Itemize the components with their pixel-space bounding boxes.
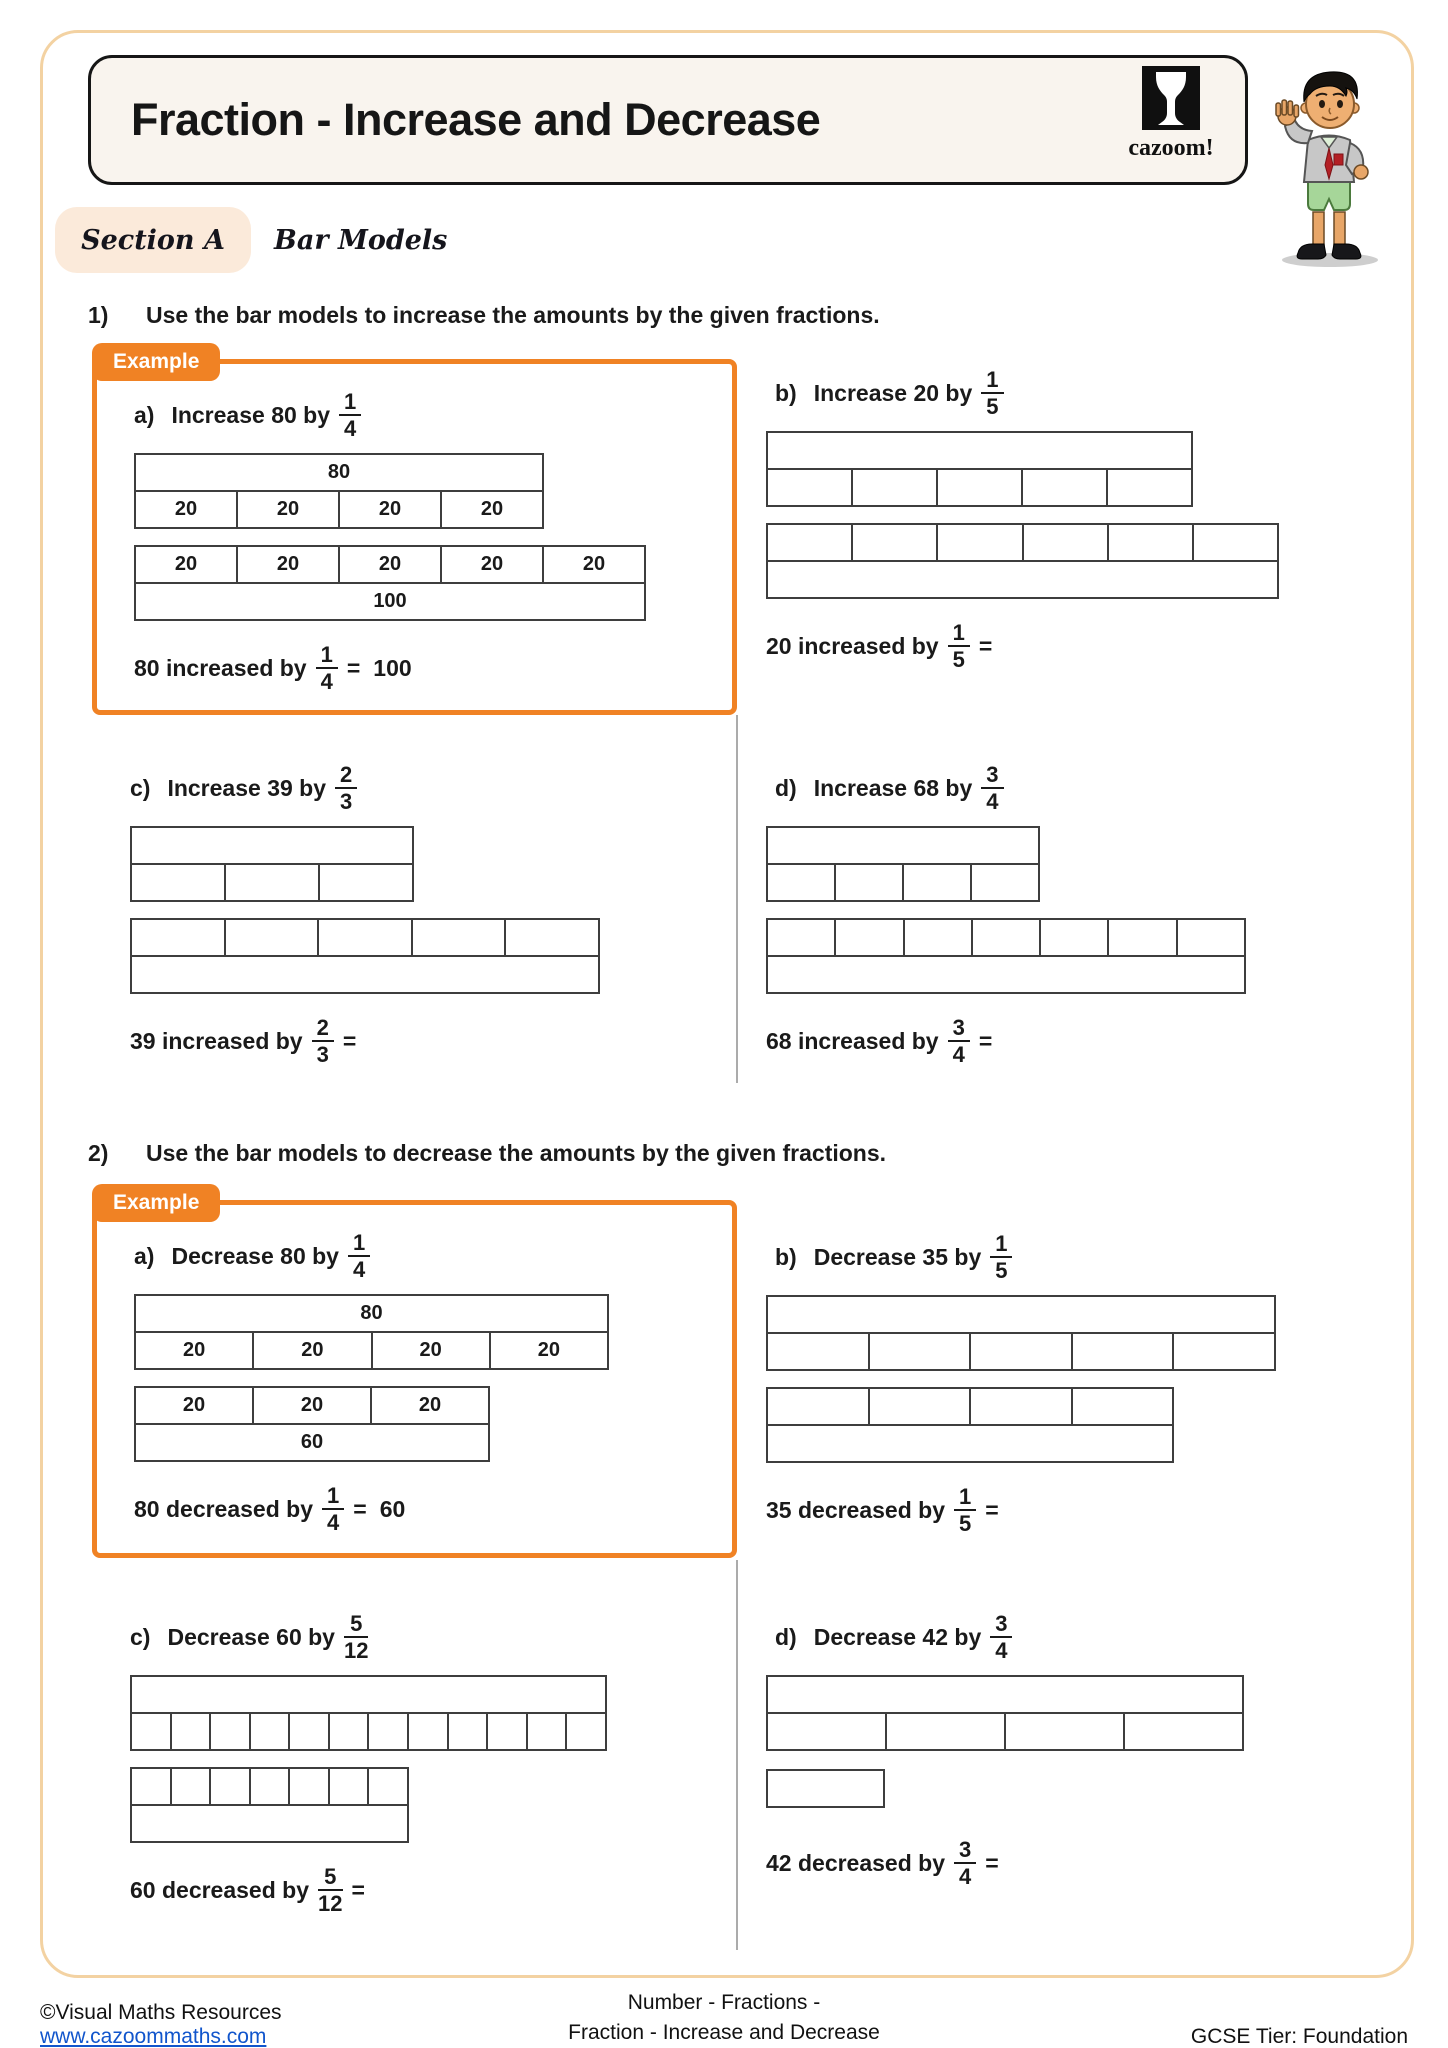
bar-model <box>130 1767 409 1843</box>
bar-cell <box>887 1714 1006 1749</box>
bar-cell <box>413 920 507 955</box>
bar-cell <box>132 1714 172 1749</box>
bar-cell <box>172 1714 212 1749</box>
part-title-q1b: b) Increase 20 by $\frac{1}{5}$ <box>775 368 1326 418</box>
bar-cell <box>132 1769 172 1804</box>
question-1-prompt: 1) Use the bar models to increase the amounts by the given fractions. <box>88 302 880 328</box>
bar-cell <box>319 920 413 955</box>
bar-cell <box>870 1389 972 1424</box>
bar-cell <box>971 1334 1073 1369</box>
part-title-q2d: d) Decrease 42 by $\frac{3}{4}$ <box>775 1612 1326 1662</box>
bar-row <box>134 1331 609 1370</box>
bar-cell <box>1041 920 1109 955</box>
bar-row <box>134 1294 609 1333</box>
bar-cell <box>449 1714 489 1749</box>
bar-cell <box>768 865 836 900</box>
example-box-q1 <box>92 350 737 715</box>
bar-cell: 20 <box>340 547 442 582</box>
fraction: $\frac{3}{4}$ <box>948 1016 970 1066</box>
bar-cell: 20 <box>136 1388 254 1423</box>
bar-cell <box>853 470 938 505</box>
bar-cell: 80 <box>360 1302 383 1325</box>
bar-row <box>766 431 1193 470</box>
part-q2c <box>130 1612 710 1915</box>
bar-cell <box>768 1389 870 1424</box>
result-line-q2b: 35 decreased by $\frac{1}{5}$ = <box>766 1484 999 1537</box>
fraction: $\frac{1}{4}$ <box>322 1484 344 1534</box>
fraction: $\frac{5}{12}$ <box>318 1864 343 1917</box>
bar-cell <box>971 1389 1073 1424</box>
section-label: Section A <box>81 224 225 256</box>
bar-cell <box>132 1806 407 1841</box>
header <box>88 55 1248 185</box>
bar-row <box>134 545 646 584</box>
bar-cell <box>768 920 836 955</box>
result-line-q1b: 20 increased by $\frac{1}{5}$ = <box>766 620 993 673</box>
section-title: Bar Models <box>274 224 448 256</box>
bar-cell <box>870 1334 972 1369</box>
result-line-q1c: 39 increased by $\frac{2}{3}$ = <box>130 1015 357 1068</box>
bar-cell: 20 <box>136 547 238 582</box>
footer-topic: Number - Fractions - Fraction - Increase and Decrease <box>568 1991 880 2045</box>
bar-row <box>766 1332 1276 1371</box>
bar-cell <box>567 1714 605 1749</box>
bar-model <box>766 1769 885 1808</box>
bar-cell <box>1108 470 1191 505</box>
fraction: $\frac{1}{5}$ <box>981 368 1003 418</box>
footer-copyright: ©Visual Maths Resources www.cazoommaths.com <box>40 2000 282 2048</box>
bar-cell: 20 <box>254 1388 372 1423</box>
bar-cell: 20 <box>136 492 238 527</box>
example-box-q2 <box>92 1191 737 1558</box>
bar-model <box>134 1294 609 1370</box>
fraction: $\frac{2}{3}$ <box>335 763 357 813</box>
bar-cell <box>132 828 412 863</box>
drum-icon <box>1142 66 1200 130</box>
bar-cell <box>211 1769 251 1804</box>
bar-cell: 20 <box>254 1333 372 1368</box>
bar-row <box>766 1712 1244 1751</box>
bar-row <box>130 918 600 957</box>
part-title-q1a: a) Increase 80 by $\frac{1}{4}$ <box>134 390 732 440</box>
bar-cell <box>768 1714 887 1749</box>
bar-cell <box>211 1714 251 1749</box>
fraction: $\frac{1}{4}$ <box>339 390 361 440</box>
bar-model <box>766 918 1246 994</box>
part-q1c <box>130 763 710 1066</box>
bar-cell <box>132 865 226 900</box>
result-line-q2a: 80 decreased by $\frac{1}{4}$ = 60 <box>134 1483 406 1536</box>
footer-tier: GCSE Tier: Foundation <box>1190 2024 1408 2048</box>
example-tab: Example <box>92 343 220 381</box>
bar-cell <box>506 920 598 955</box>
bar-cell: 60 <box>300 1431 324 1454</box>
bar-model <box>766 826 1040 902</box>
bar-cell <box>1109 525 1194 560</box>
bar-row <box>766 560 1279 599</box>
bar-row <box>134 453 544 492</box>
fraction: $\frac{3}{4}$ <box>990 1612 1012 1662</box>
bar-cell: 20 <box>340 492 442 527</box>
bar-cell: 20 <box>238 547 340 582</box>
bar-cell <box>330 1769 370 1804</box>
column-divider <box>736 715 738 1083</box>
bar-cell <box>290 1714 330 1749</box>
bar-cell <box>836 865 904 900</box>
bar-cell <box>938 525 1023 560</box>
fraction: $\frac{1}{4}$ <box>348 1231 370 1281</box>
bar-row <box>766 1675 1244 1714</box>
bar-cell <box>320 865 412 900</box>
bar-row <box>134 582 646 621</box>
bar-cell <box>768 828 1038 863</box>
bar-cell: 80 <box>327 461 351 484</box>
bar-cell <box>938 470 1023 505</box>
bar-cell <box>853 525 938 560</box>
bar-row <box>766 1769 885 1808</box>
bar-cell: 20 <box>373 1333 491 1368</box>
bar-cell: 20 <box>418 1394 442 1417</box>
bar-cell <box>132 920 226 955</box>
part-title-q2a: a) Decrease 80 by $\frac{1}{4}$ <box>134 1231 732 1281</box>
bar-cell <box>904 865 972 900</box>
fraction: $\frac{2}{3}$ <box>312 1016 334 1066</box>
bar-row <box>766 523 1279 562</box>
bar-cell <box>973 920 1041 955</box>
bar-cell <box>369 1769 407 1804</box>
bar-row <box>130 826 414 865</box>
bar-cell: 100 <box>373 590 407 613</box>
bar-model <box>766 523 1279 599</box>
bar-row <box>134 1423 490 1462</box>
bar-cell <box>1073 1389 1173 1424</box>
bar-cell <box>972 865 1038 900</box>
bar-cell <box>768 1334 870 1369</box>
example-tab: Example <box>92 1184 220 1222</box>
bar-row <box>130 1712 607 1751</box>
part-title-q1c: c) Increase 39 by $\frac{2}{3}$ <box>130 763 710 813</box>
result-line-q2c: 60 decreased by $\frac{5}{12}$ = <box>130 1864 365 1917</box>
part-q2d <box>766 1612 1326 1888</box>
bar-cell <box>905 920 973 955</box>
bar-cell: 20 <box>136 1333 254 1368</box>
bar-cell <box>1178 920 1244 955</box>
bar-model <box>766 1295 1276 1371</box>
bar-cell <box>251 1769 291 1804</box>
bar-cell <box>768 1426 1172 1461</box>
bar-cell <box>528 1714 568 1749</box>
bar-row <box>134 490 544 529</box>
part-title-q2b: b) Decrease 35 by $\frac{1}{5}$ <box>775 1232 1326 1282</box>
bar-cell <box>251 1714 291 1749</box>
fraction: $\frac{1}{4}$ <box>316 643 338 693</box>
bar-cell <box>409 1714 449 1749</box>
bar-cell <box>768 957 1244 992</box>
bar-row <box>766 468 1193 507</box>
cazoom-logo <box>1113 66 1229 162</box>
bar-cell <box>330 1714 370 1749</box>
bar-cell <box>836 920 904 955</box>
bar-cell <box>768 433 1191 468</box>
bar-cell <box>1174 1334 1274 1369</box>
fraction: $\frac{1}{5}$ <box>954 1485 976 1535</box>
section-label-pill <box>55 207 251 273</box>
page-title: Fraction - Increase and Decrease <box>131 94 821 145</box>
fraction: $\frac{3}{4}$ <box>954 1838 976 1888</box>
bar-row <box>766 955 1246 994</box>
footer <box>0 1988 1448 2048</box>
bar-model <box>130 826 414 902</box>
bar-cell: 20 <box>537 1339 560 1362</box>
bar-cell <box>768 1771 883 1806</box>
bar-cell <box>768 1677 1242 1712</box>
question-2-prompt: 2) Use the bar models to decrease the amounts by the given fractions. <box>88 1140 887 1166</box>
bar-row <box>130 1804 409 1843</box>
fraction: $\frac{1}{5}$ <box>990 1232 1012 1282</box>
bar-cell <box>132 957 598 992</box>
part-title-q1d: d) Increase 68 by $\frac{3}{4}$ <box>775 763 1326 813</box>
bar-row <box>766 826 1040 865</box>
bar-cell <box>768 470 853 505</box>
bar-row <box>130 863 414 902</box>
bar-model <box>130 918 600 994</box>
bar-row <box>766 1295 1276 1334</box>
bar-cell <box>226 920 320 955</box>
column-divider <box>736 1560 738 1950</box>
part-q1b <box>766 368 1326 671</box>
bar-model <box>134 453 544 529</box>
bar-model <box>130 1675 607 1751</box>
bar-row <box>134 1386 490 1425</box>
fraction: $\frac{1}{5}$ <box>948 621 970 671</box>
bar-cell <box>488 1714 528 1749</box>
bar-model <box>766 1387 1174 1463</box>
bar-cell: 20 <box>582 553 606 576</box>
result-line-q1d: 68 increased by $\frac{3}{4}$ = <box>766 1015 993 1068</box>
bar-model <box>134 1386 490 1462</box>
logo-caption: cazoom! <box>1128 135 1214 161</box>
bar-cell <box>1006 1714 1125 1749</box>
bar-cell <box>768 1297 1274 1332</box>
result-line-q1a: 80 increased by $\frac{1}{4}$ = 100 <box>134 642 412 695</box>
student-character-illustration <box>1258 56 1398 276</box>
part-q2b <box>766 1232 1326 1535</box>
bar-cell <box>290 1769 330 1804</box>
result-line-q2d: 42 decreased by $\frac{3}{4}$ = <box>766 1837 999 1890</box>
part-title-q2c: c) Decrease 60 by $\frac{5}{12}$ <box>130 1611 369 1664</box>
question-number: 1) <box>88 302 109 328</box>
bar-cell: 20 <box>238 492 340 527</box>
bar-cell <box>369 1714 409 1749</box>
bar-cell <box>1125 1714 1242 1749</box>
bar-model <box>134 545 646 621</box>
bar-cell <box>226 865 320 900</box>
bar-row <box>766 1387 1174 1426</box>
bar-row <box>766 1424 1174 1463</box>
fraction: $\frac{3}{4}$ <box>981 763 1003 813</box>
fraction: $\frac{5}{12}$ <box>343 1611 369 1664</box>
question-number: 2) <box>88 1140 109 1166</box>
bar-model <box>766 1675 1244 1751</box>
bar-cell <box>1023 470 1108 505</box>
bar-cell <box>1073 1334 1175 1369</box>
bar-cell <box>768 562 1277 597</box>
bar-cell <box>1109 920 1177 955</box>
bar-model <box>766 431 1193 507</box>
bar-row <box>766 863 1040 902</box>
part-q1d <box>766 763 1326 1066</box>
bar-cell <box>132 1677 605 1712</box>
bar-row <box>130 1675 607 1714</box>
bar-row <box>130 1767 409 1806</box>
bar-cell: 20 <box>442 547 544 582</box>
bar-cell <box>768 525 853 560</box>
bar-cell: 20 <box>480 498 504 521</box>
bar-row <box>130 955 600 994</box>
bar-cell <box>1194 525 1277 560</box>
bar-row <box>766 918 1246 957</box>
bar-cell <box>1024 525 1109 560</box>
cazoommaths-link[interactable]: www.cazoommaths.com <box>40 2024 267 2048</box>
bar-cell <box>172 1769 212 1804</box>
